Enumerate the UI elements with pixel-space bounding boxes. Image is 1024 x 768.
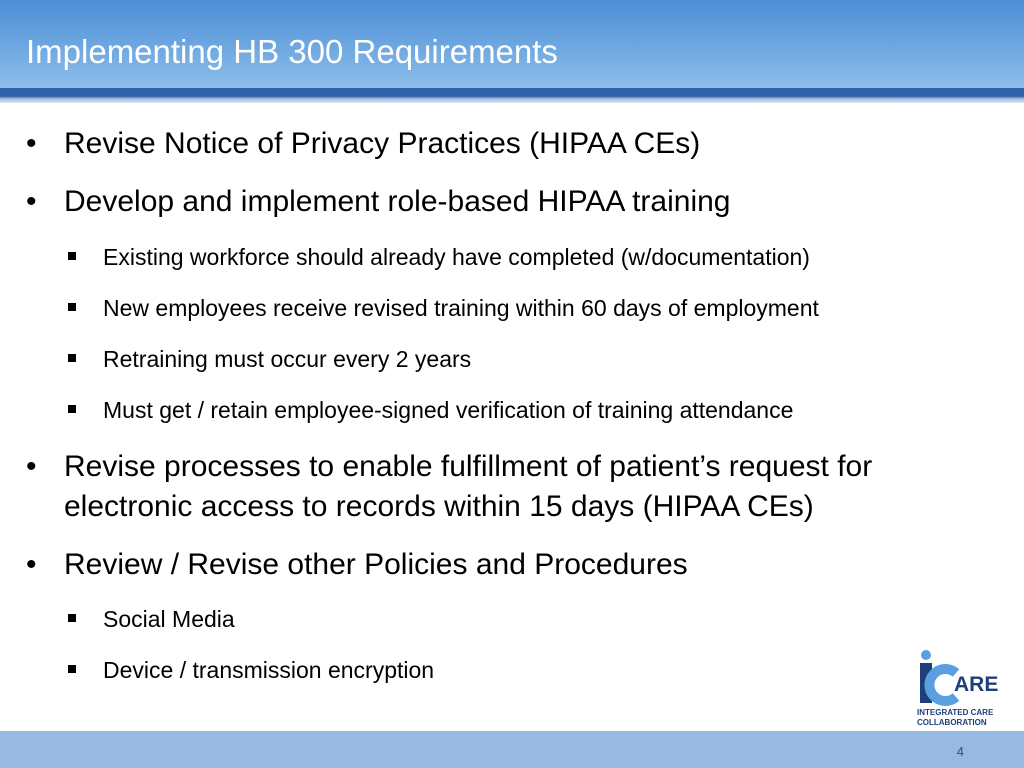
logo-line-1: INTEGRATED CARE — [917, 708, 994, 717]
square-bullet-icon — [68, 303, 76, 311]
bullet-dot-icon: • — [26, 185, 37, 218]
sub-bullet-item — [66, 242, 1006, 272]
sub-bullet-text: Social Media — [103, 606, 235, 632]
sub-bullet-item — [66, 395, 1006, 425]
bullet-item — [26, 447, 1006, 527]
bullet-item — [26, 545, 1006, 585]
square-bullet-icon — [68, 405, 76, 413]
bullet-dot-icon: • — [26, 127, 37, 160]
footer-bar — [0, 731, 1024, 768]
sub-bullet-item — [66, 655, 1006, 685]
logo-line-2: COLLABORATION — [917, 718, 987, 727]
logo-wordmark: ARE — [954, 673, 999, 696]
square-bullet-icon — [68, 665, 76, 673]
sub-bullet-text: Must get / retain employee-signed verification of training attendance — [103, 397, 794, 423]
sub-bullet-text: Existing workforce should already have completed (w/documentation) — [103, 244, 810, 270]
title-bar — [0, 0, 1024, 88]
logo-c-arc — [929, 669, 956, 701]
square-bullet-icon — [68, 252, 76, 260]
bullet-item — [26, 124, 1006, 164]
sub-bullet-item — [66, 293, 1006, 323]
sub-bullet-text: New employees receive revised training within 60 days of employment — [103, 295, 819, 321]
title-divider — [0, 88, 1024, 103]
logo-caption — [917, 708, 1017, 728]
bullet-text: Develop and implement role-based HIPAA training — [64, 185, 731, 218]
bullet-text: Revise processes to enable fulfillment of patient’s request for electronic access to records within 15 days (HIPAA CEs) — [64, 450, 873, 523]
logo-dot — [921, 650, 931, 660]
sub-bullet-item — [66, 604, 1006, 634]
slide-title: Implementing HB 300 Requirements — [26, 33, 558, 70]
sub-bullet-text: Retraining must occur every 2 years — [103, 346, 472, 372]
sub-bullet-item — [66, 344, 1006, 374]
bullet-item — [26, 182, 1006, 222]
page-number: 4 — [956, 744, 964, 759]
bullet-dot-icon: • — [26, 548, 37, 581]
square-bullet-icon — [68, 614, 76, 622]
bullet-text: Review / Revise other Policies and Procedures — [64, 548, 688, 581]
bullet-dot-icon: • — [26, 450, 37, 483]
bullet-text: Revise Notice of Privacy Practices (HIPAA CEs) — [64, 127, 701, 160]
sub-bullet-text: Device / transmission encryption — [103, 657, 435, 683]
square-bullet-icon — [68, 354, 76, 362]
